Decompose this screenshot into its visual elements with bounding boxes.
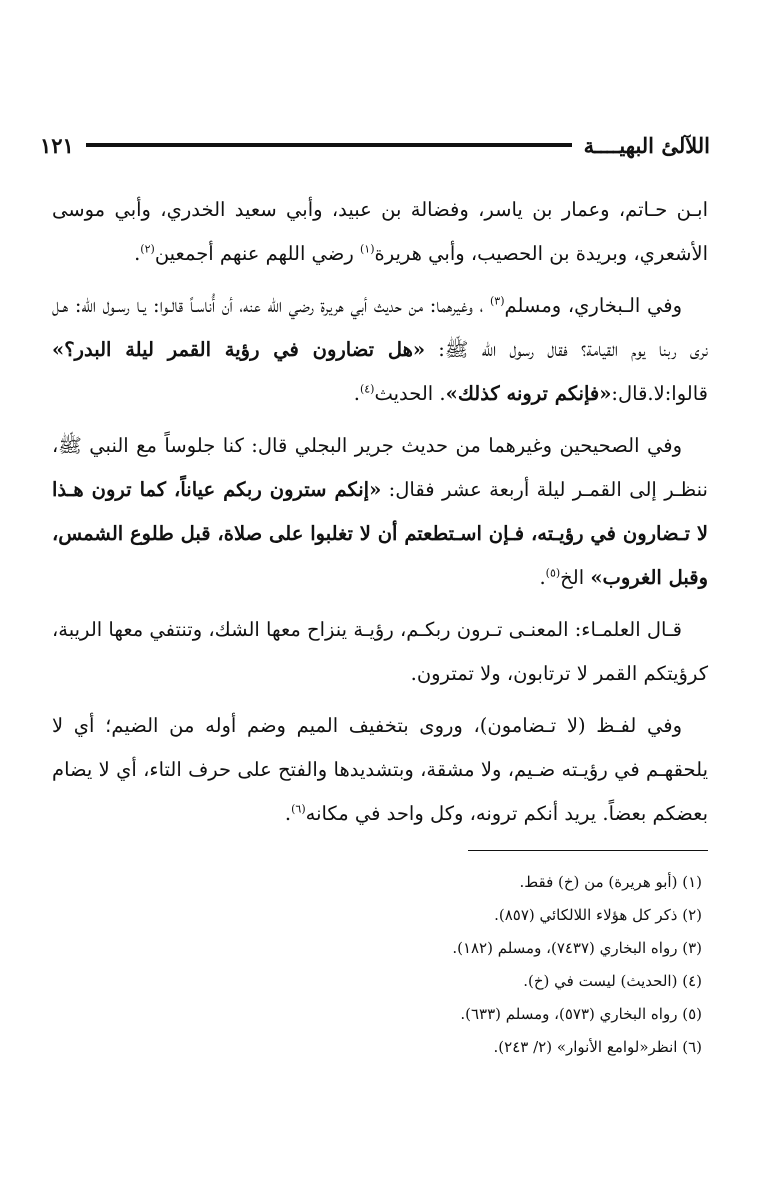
hadith-quote: «هل تضارون في رؤية القمر ليلة البدر؟»: [52, 338, 426, 361]
main-text: [52, 188, 708, 844]
text-run: وفي لفـظ (لا تـضامون)، وروى بتخفيف الميم وضم أوله من الضيم؛ أي لا يلحقهـم في رؤيـته ضـيم، ولا مشقة، وبتشديدها والفتح على حرف التاء، أي لا يضام بعضكم بعضاً. يريد أنكم ترونه، وكل واحد في مكانه: [52, 714, 708, 825]
text-run: وفي الصحيحين وغيرهما من حديث جرير البجلي قال: كنا جلوساً مع النبي ﷺ، ننظـر إلى القمـر ليلة أربعة عشر فقال:: [52, 434, 708, 501]
text-run: الخ: [560, 566, 591, 589]
paragraph: [52, 284, 708, 416]
text-run: قالوا:لا.قال:: [611, 382, 708, 405]
text-run: .: [539, 566, 546, 589]
paragraph: [52, 704, 708, 836]
paragraph: [52, 424, 708, 600]
footnotes: [52, 866, 702, 1064]
footnote-ref: (٦): [291, 802, 306, 816]
header-rule: [86, 143, 572, 147]
footnote-item: (٣) رواه البخاري (٧٤٣٧)، ومسلم (١٨٢).: [452, 939, 702, 957]
book-title: اللآلئ البهيــــة: [583, 132, 710, 158]
footnote-item: (٥) رواه البخاري (٥٧٣)، ومسلم (٦٣٣).: [460, 1005, 702, 1023]
footnote-item: (٢) ذكر كل هؤلاء اللالكائي (٨٥٧).: [494, 906, 702, 924]
footnote-item: (٦) انظر«لوامع الأنوار» (٢/ ٢٤٣).: [493, 1038, 702, 1056]
paragraph: [52, 608, 708, 696]
footnote-ref: (٣): [489, 294, 505, 308]
text-run: ابـن حـاتم، وعمار بن ياسر، وفضالة بن عبيد، وأبي سعيد الخدري، وأبي موسى الأشعري، وبريدة بن الحصيب، وأبي هريرة: [52, 198, 708, 265]
text-run: .: [134, 242, 141, 265]
footnote-ref: (٢): [140, 242, 155, 256]
footnote-ref: (٥): [545, 566, 561, 580]
footnote-separator: [468, 850, 708, 851]
running-header: [40, 128, 710, 162]
text-run: رضي اللهم عنهم أجمعين: [154, 242, 360, 265]
paragraph: [52, 188, 708, 276]
hadith-quote: «إنكم سترون ربكم عياناً، كما ترون هـذا لا تـضارون في رؤيـته، فـإن اسـتطعتم أن لا تغلبوا على صلاة، قبل طلوع الشمس، وقبل الغروب»: [52, 478, 708, 589]
text-run: .: [353, 382, 360, 405]
text-run: وفي الـبخاري، ومسلم: [504, 294, 682, 317]
text-run: . الحديث: [374, 382, 446, 405]
hadith-quote: «فإنكم ترونه كذلك»: [445, 382, 612, 405]
footnote-item: (٤) (الحديث) ليست في (خ).: [523, 972, 702, 990]
footnote-ref: (٤): [359, 382, 375, 396]
footnote-item: (١) (أبو هريرة) من (خ) فقط.: [519, 873, 702, 891]
page-number: ١٢١: [40, 132, 74, 158]
text-run: قـال العلمـاء: المعنـى تـرون ربكـم، رؤيـة ينزاح معها الشك، وتنتفي معها الريبة، كرؤيتكم القمر لا ترتابون، ولا تمترون.: [52, 618, 708, 685]
text-run: ، وغيرهما: من حديث أبي هريرة رضي الله عنه، أن أُناسـاً قالـوا: يـا رسـول الله: هـل نرى ربنا يوم القيامة؟ فقال رسول الله ﷺ:: [52, 294, 708, 361]
text-run: .: [284, 802, 292, 825]
footnote-ref: (١): [359, 242, 375, 256]
